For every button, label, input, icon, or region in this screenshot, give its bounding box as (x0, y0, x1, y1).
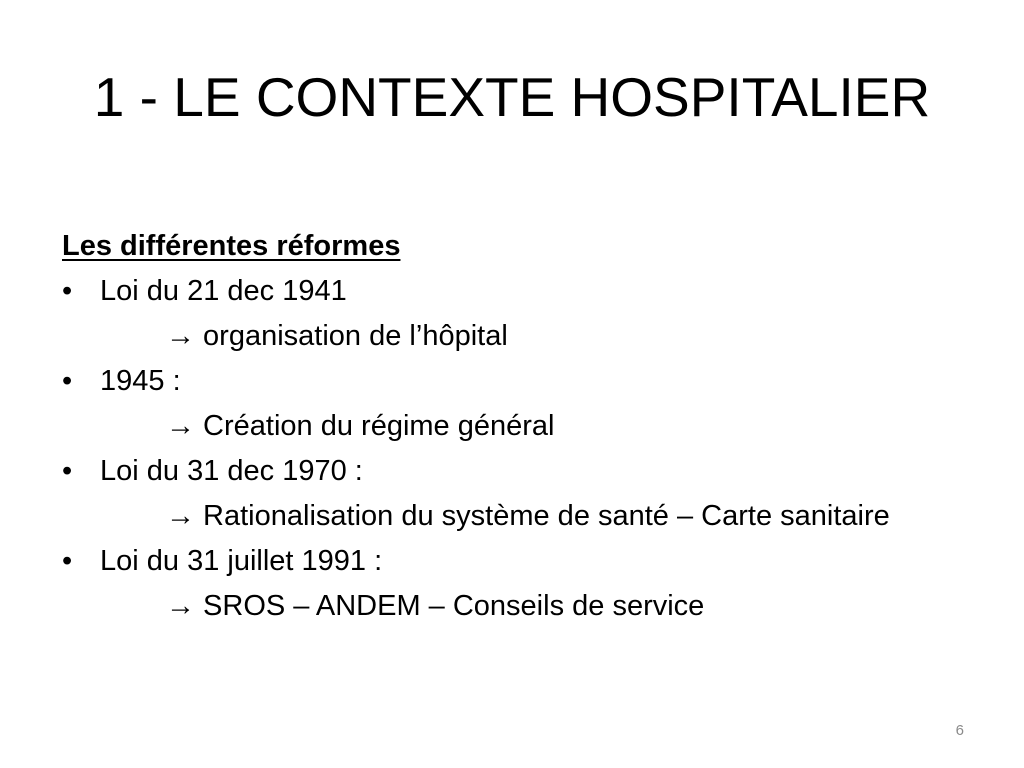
reform-law: Loi du 21 dec 1941 (100, 275, 347, 307)
bullet-icon: • (62, 365, 73, 397)
slide-body (62, 224, 962, 629)
section-heading: Les différentes réformes (62, 230, 401, 262)
reform-detail: → Rationalisation du système de santé – Carte sanitaire (166, 500, 890, 532)
reform-law: Loi du 31 dec 1970 : (100, 455, 363, 487)
reform-detail: → SROS – ANDEM – Conseils de service (166, 590, 705, 622)
reform-law: 1945 : (100, 365, 181, 397)
bullet-icon: • (62, 455, 73, 487)
slide-title: 1 - LE CONTEXTE HOSPITALIER (93, 66, 931, 128)
list-item (62, 539, 962, 624)
bullet-icon: • (62, 275, 73, 307)
reform-detail: → Création du régime général (166, 410, 555, 442)
list-item (62, 449, 962, 534)
reform-detail: → organisation de l’hôpital (166, 320, 508, 352)
list-item (62, 359, 962, 444)
bullet-icon: • (62, 545, 73, 577)
slide-number: 6 (955, 722, 964, 739)
reform-law: Loi du 31 juillet 1991 : (100, 545, 383, 577)
list-item (62, 269, 962, 354)
